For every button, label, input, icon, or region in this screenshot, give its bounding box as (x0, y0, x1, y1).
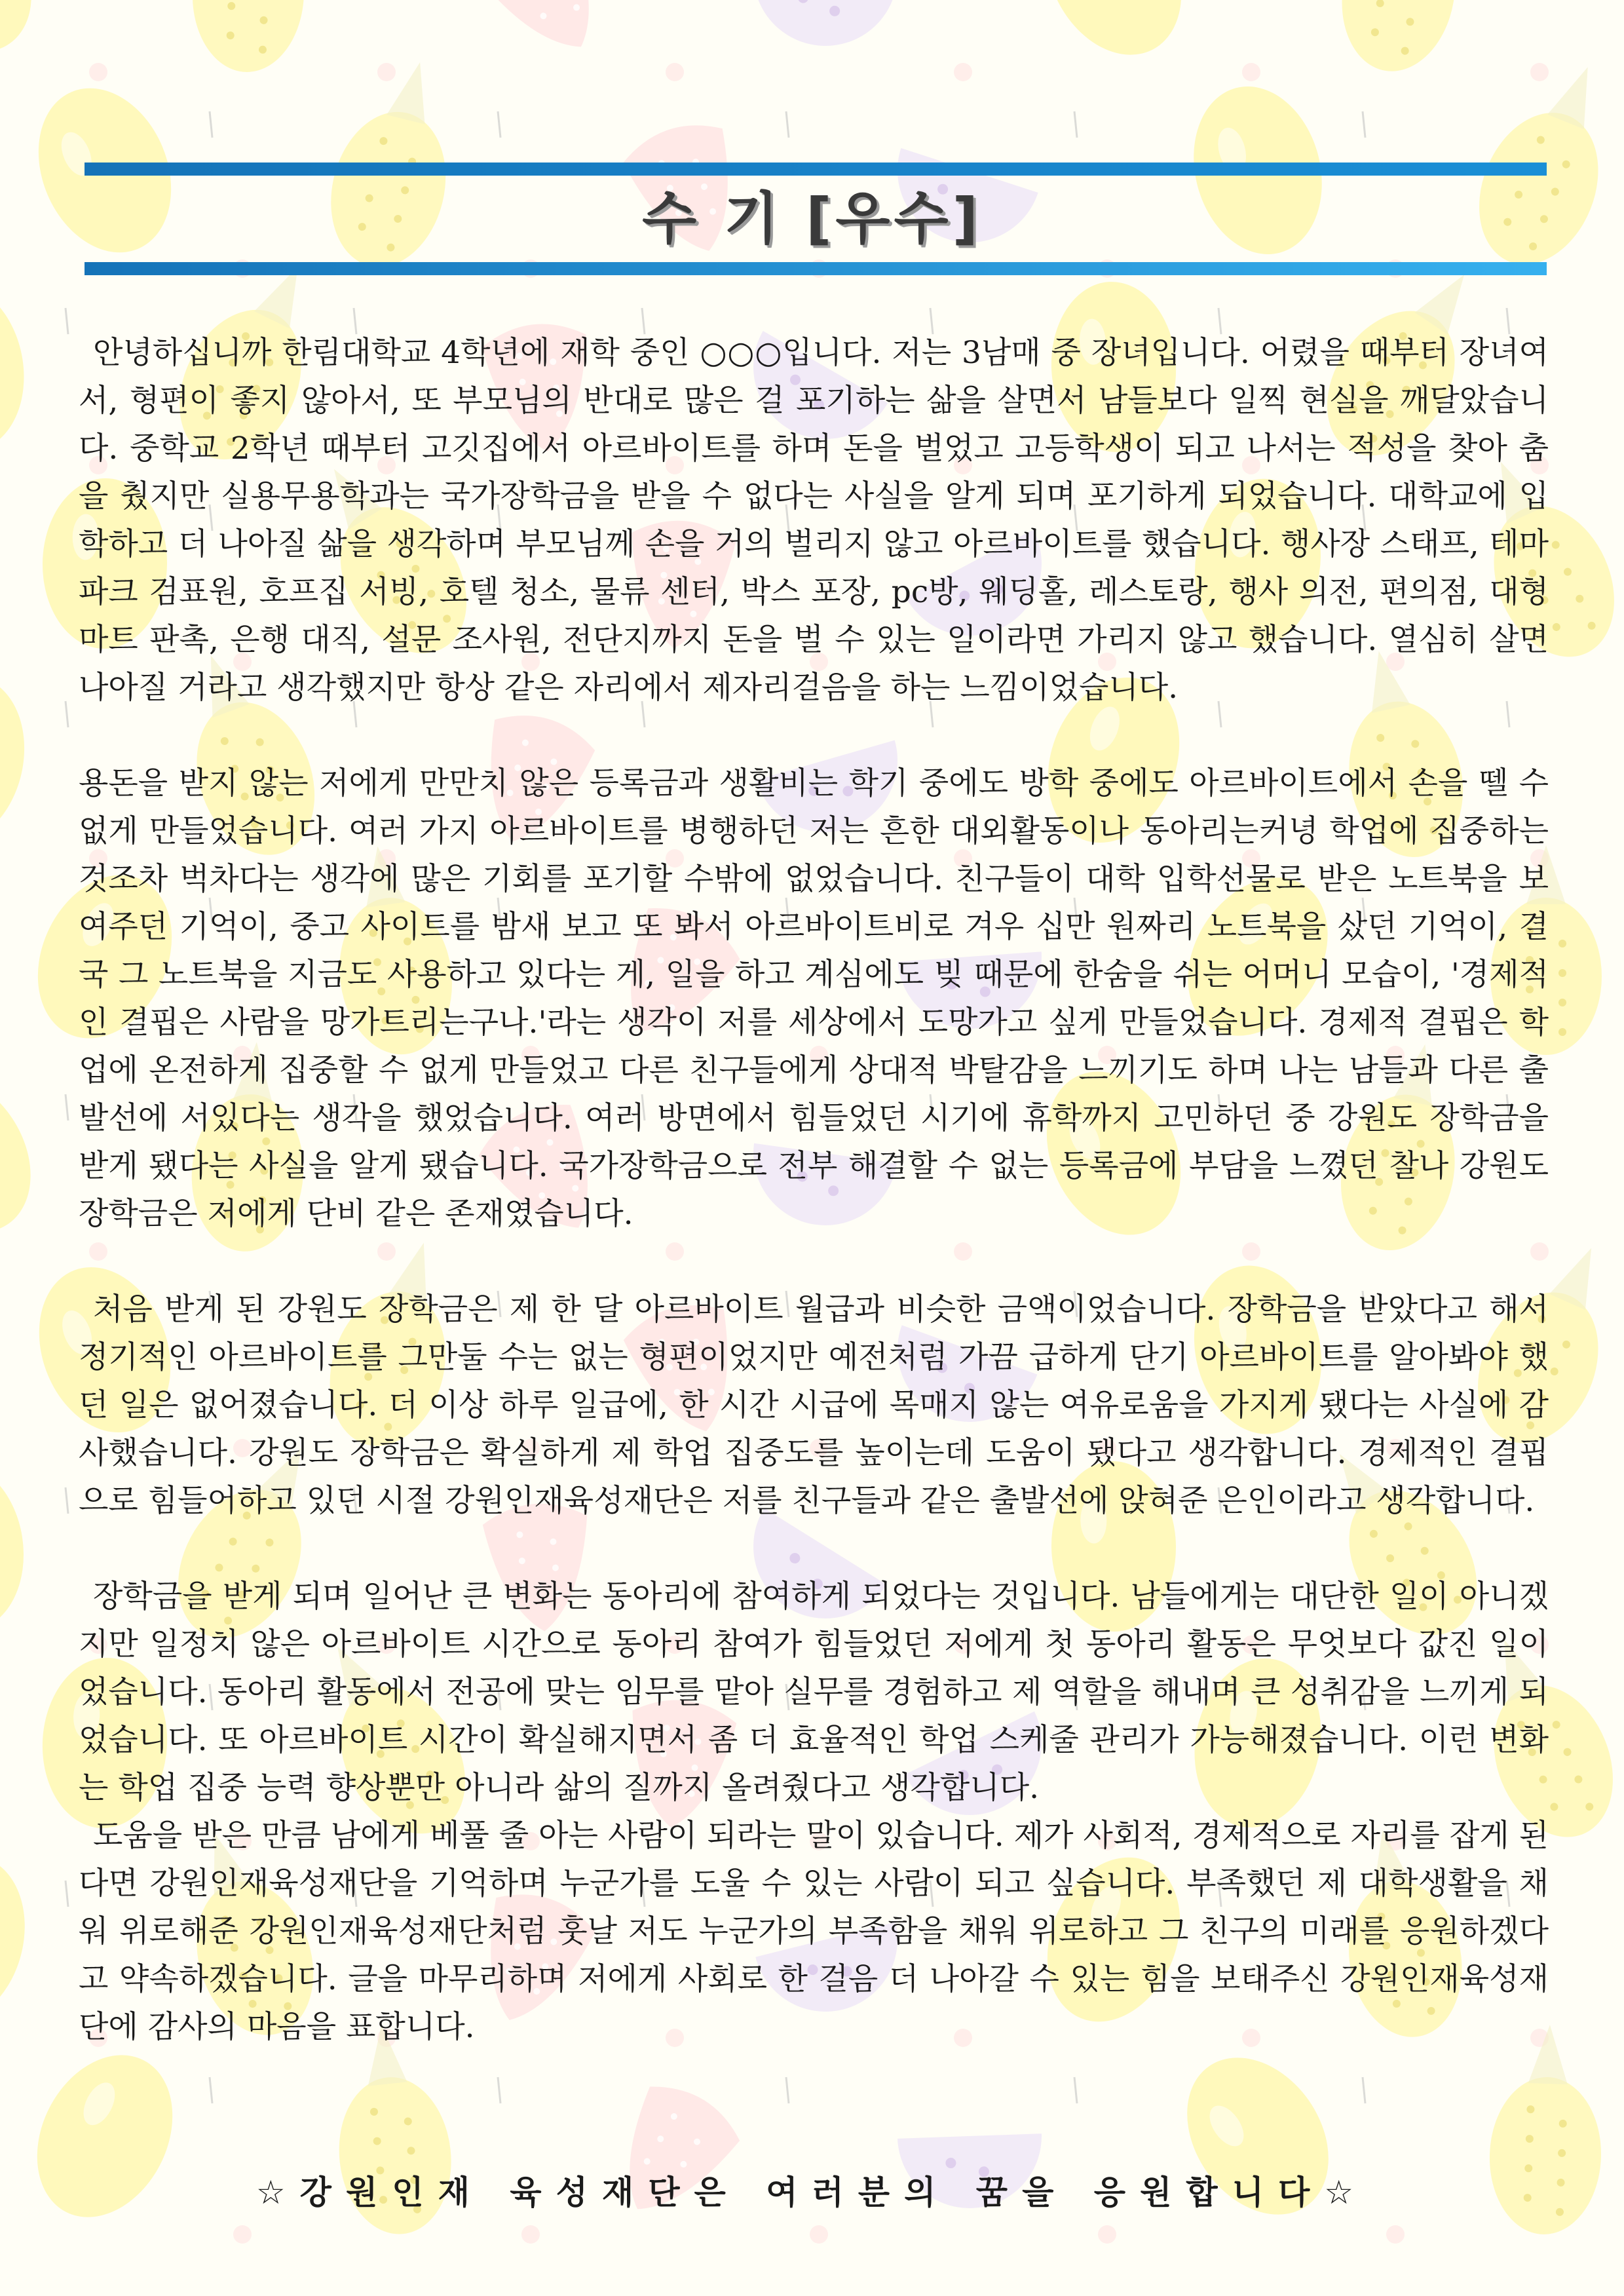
paragraph-5: 도움을 받은 만큼 남에게 베풀 줄 아는 사람이 되라는 말이 있습니다. 제가 사회적, 경제적으로 자리를 잡게 된다면 강원인재육성재단을 기억하며 누군가를 도울 수 있는 사람이 되고 싶습니다. 부족했던 제 대학생활을 채워 위로해준 강원인재육성재단처럼 훗날 저도 누군가의 부족함을 채워 위로하고 그 친구의 미래를 응원하겠다고 약속하겠습니다. 글을 마무리하며 저에게 사회로 한 걸음 더 나아갈 수 있는 힘을 보태주신 강원인재육성재단에 감사의 마음을 표합니다. (79, 1818, 1549, 2045)
page-title: 수 기 [우수] (642, 186, 982, 252)
footer-slogan: ☆강원인재 육성재단은 여러분의 꿈을 응원합니다☆ (255, 2173, 1369, 2211)
paragraph-1: 안녕하십니까 한림대학교 4학년에 재학 중인 ○○○입니다. 저는 3남매 중 장녀입니다. 어렸을 때부터 장녀여서, 형편이 좋지 않아서, 또 부모님의 반대로 많은 걸 포기하는 삶을 살면서 남들보다 일찍 현실을 깨달았습니다. 중학교 2학년 때부터 고깃집에서 아르바이트를 하며 돈을 벌었고 고등학생이 되고 나서는 적성을 찾아 춤을 췄지만 실용무용학과는 국가장학금을 받을 수 없다는 사실을 알게 되며 포기하게 되었습니다. 대학교에 입학하고 더 나아질 삶을 생각하며 부모님께 손을 거의 벌리지 않고 아르바이트를 했습니다. 행사장 스태프, 테마파크 검표원, 호프집 서빙, 호텔 청소, 물류 센터, 박스 포장, pc방, 웨딩홀, 레스토랑, 행사 의전, 편의점, 대형마트 판촉, 은행 대직, 설문 조사원, 전단지까지 돈을 벌 수 있는 일이라면 가리지 않고 했습니다. 열심히 살면 나아질 거라고 생각했지만 항상 같은 자리에서 제자리걸음을 하는 느낌이었습니다. (79, 335, 1549, 706)
paragraph-3: 처음 받게 된 강원도 장학금은 제 한 달 아르바이트 월급과 비슷한 금액이었습니다. 장학금을 받았다고 해서 정기적인 아르바이트를 그만둘 수는 없는 형편이었지만 예전처럼 가끔 급하게 단기 아르바이트를 알아봐야 했던 일은 없어졌습니다. 더 이상 하루 일급에, 한 시간 시급에 목매지 않는 여유로움을 가지게 됐다는 사실에 감사했습니다. 강원도 장학금은 확실하게 제 학업 집중도를 높이는데 도움이 됐다고 생각합니다. 경제적인 결핍으로 힘들어하고 있던 시절 강원인재육성재단은 저를 친구들과 같은 출발선에 앉혀준 은인이라고 생각합니다. (79, 1292, 1549, 1519)
title-bar-bottom (85, 262, 1547, 275)
paragraph-4: 장학금을 받게 되며 일어난 큰 변화는 동아리에 참여하게 되었다는 것입니다. 남들에게는 대단한 일이 아니겠지만 일정치 않은 아르바이트 시간으로 동아리 참여가 힘들었던 저에게 첫 동아리 활동은 무엇보다 값진 일이었습니다. 동아리 활동에서 전공에 맞는 임무를 맡아 실무를 경험하고 제 역할을 해내며 큰 성취감을 느끼게 되었습니다. 또 아르바이트 시간이 확실해지면서 좀 더 효율적인 학업 스케줄 관리가 가능해졌습니다. 이런 변화는 학업 집중 능력 향상뿐만 아니라 삶의 질까지 올려줬다고 생각합니다. (79, 1578, 1549, 1806)
paragraph-2: 용돈을 받지 않는 저에게 만만치 않은 등록금과 생활비는 학기 중에도 방학 중에도 아르바이트에서 손을 뗄 수 없게 만들었습니다. 여러 가지 아르바이트를 병행하던 저는 흔한 대외활동이나 동아리는커녕 학업에 집중하는 것조차 벅차다는 생각에 많은 기회를 포기할 수밖에 없었습니다. 친구들이 대학 입학선물로 받은 노트북을 보여주던 기억이, 중고 사이트를 밤새 보고 또 봐서 아르바이트비로 겨우 십만 원짜리 노트북을 샀던 기억이, 결국 그 노트북을 지금도 사용하고 있다는 게, 일을 하고 계심에도 빚 때문에 한숨을 쉬는 어머니 모습이, '경제적인 결핍은 사람을 망가트리는구나.'라는 생각이 저를 세상에서 도망가고 싶게 만들었습니다. 경제적 결핍은 학업에 온전하게 집중할 수 없게 만들었고 다른 친구들에게 상대적 박탈감을 느끼기도 하며 나는 남들과 다른 출발선에 서있다는 생각을 했었습니다. 여러 방면에서 힘들었던 시기에 휴학까지 고민하던 중 강원도 장학금을 받게 됐다는 사실을 알게 됐습니다. 국가장학금으로 전부 해결할 수 없는 등록금에 부담을 느꼈던 찰나 강원도 장학금은 저에게 단비 같은 존재였습니다. (79, 765, 1549, 1232)
essay-body (79, 329, 1549, 2051)
paragraph-gap (79, 712, 1549, 759)
paragraph-gap (79, 1525, 1549, 1573)
paragraph-gap (79, 1238, 1549, 1286)
title-bar-top (85, 163, 1547, 176)
